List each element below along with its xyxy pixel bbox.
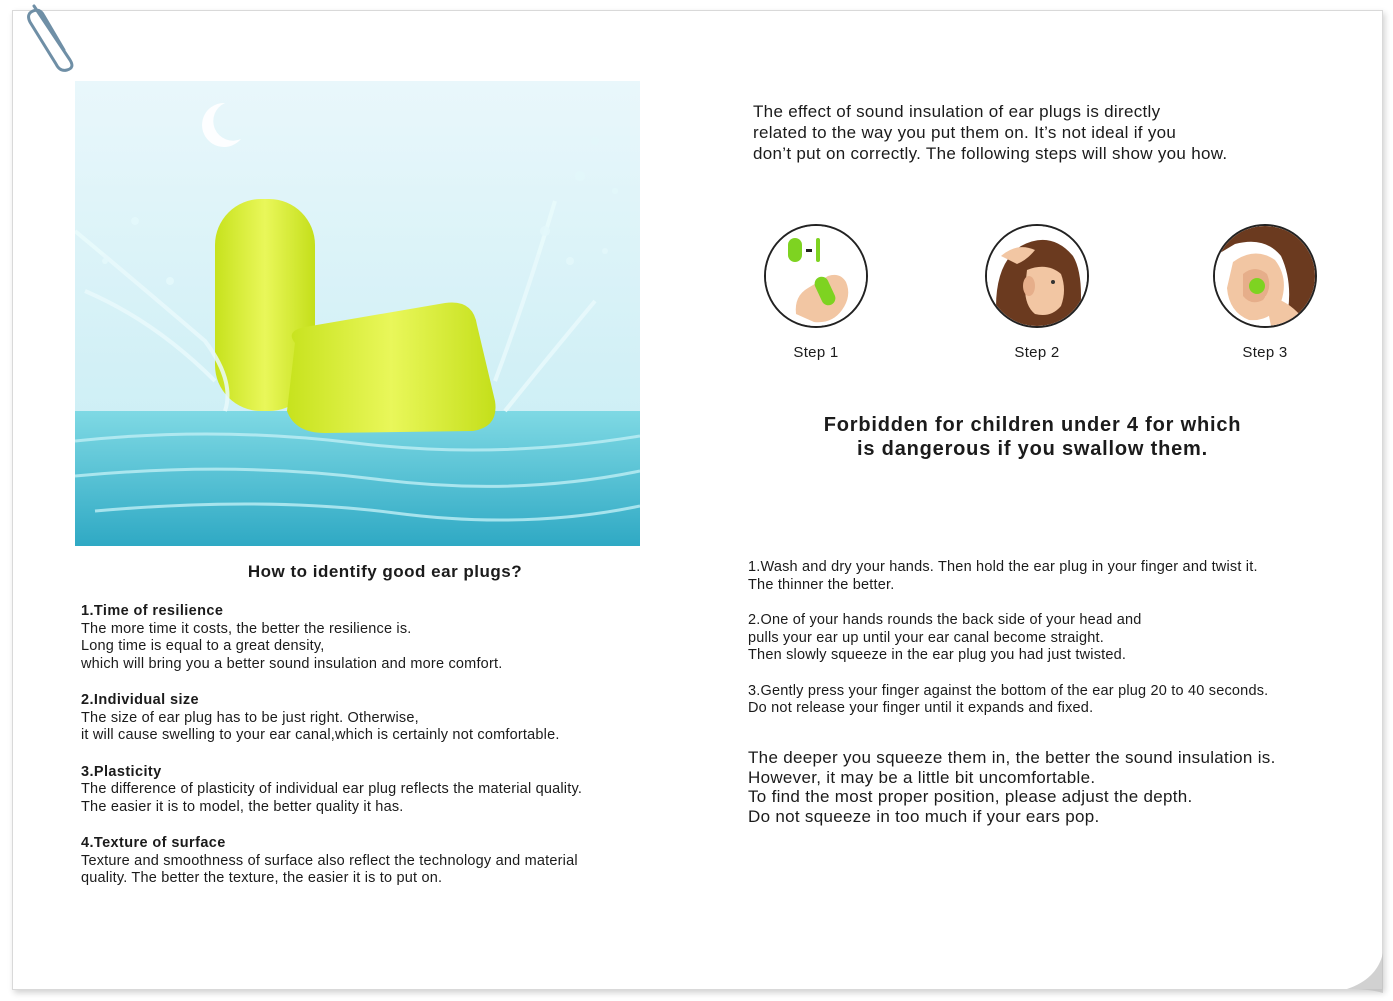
criterion-title: 2.Individual size bbox=[81, 692, 199, 708]
step-3 bbox=[1205, 224, 1325, 361]
quality-criteria-list bbox=[81, 603, 681, 907]
instruction-item: 3.Gently press your finger against the bottom of the ear plug 20 to 40 seconds. Do not release your finger until it expands and fixed. bbox=[748, 682, 1269, 716]
depth-note: The deeper you squeeze them in, the better the sound insulation is. However, it may be a little bit uncomfortable. To find the most proper position, please adjust the depth. Do not squeeze in too much if your ears pop. bbox=[748, 748, 1276, 826]
intro-text: The effect of sound insulation of ear plugs is directly related to the way you put them on. It’s not ideal if you don’t put on correctly. The following steps will show you how. bbox=[753, 102, 1228, 163]
instruction-item: 1.Wash and dry your hands. Then hold the ear plug in your finger and twist it. The thinner the better. bbox=[748, 559, 1258, 593]
identify-heading: How to identify good ear plugs? bbox=[247, 562, 523, 581]
criterion-title: 1.Time of resilience bbox=[81, 603, 224, 619]
step-2 bbox=[977, 224, 1097, 361]
instruction-item: 2.One of your hands rounds the back side of your head and pulls your ear up until your ear canal become straight. Then slowly squeeze in the ear plug you had just twisted. bbox=[748, 612, 1142, 663]
insert-earplug-icon bbox=[1213, 224, 1317, 328]
page-curl-icon bbox=[1343, 953, 1383, 993]
step-label: Step 2 bbox=[1014, 344, 1060, 361]
criterion-resilience bbox=[81, 603, 681, 673]
criterion-title: 3.Plasticity bbox=[81, 763, 162, 780]
step-label: Step 1 bbox=[793, 344, 839, 361]
step-label: Step 3 bbox=[1242, 344, 1288, 361]
paperclip-icon bbox=[20, 0, 80, 72]
criterion-body: Texture and smoothness of surface also reflect the technology and material quality. The better the texture, the easier it is to put on. bbox=[81, 852, 578, 886]
criterion-title: 4.Texture of surface bbox=[81, 835, 226, 851]
earplugs-splash-photo bbox=[75, 81, 640, 546]
child-safety-warning: Forbidden for children under 4 for which is dangerous if you swallow them. bbox=[823, 414, 1242, 460]
step-1 bbox=[756, 224, 876, 361]
twist-earplug-icon bbox=[764, 224, 868, 328]
criterion-plasticity bbox=[81, 764, 681, 817]
criterion-size bbox=[81, 692, 681, 745]
instruction-list bbox=[748, 559, 1368, 736]
pull-ear-icon bbox=[985, 224, 1089, 328]
criterion-body: The difference of plasticity of individual ear plug reflects the material quality. The easier it is to model, the better quality it has. bbox=[81, 781, 583, 815]
criterion-body: The more time it costs, the better the resilience is. Long time is equal to a great density, which will bring you a better sound insulation and more comfort. bbox=[81, 620, 503, 672]
criterion-texture bbox=[81, 835, 681, 888]
criterion-body: The size of ear plug has to be just right. Otherwise, it will cause swelling to your ear canal,which is certainly not comfortable. bbox=[81, 709, 560, 743]
